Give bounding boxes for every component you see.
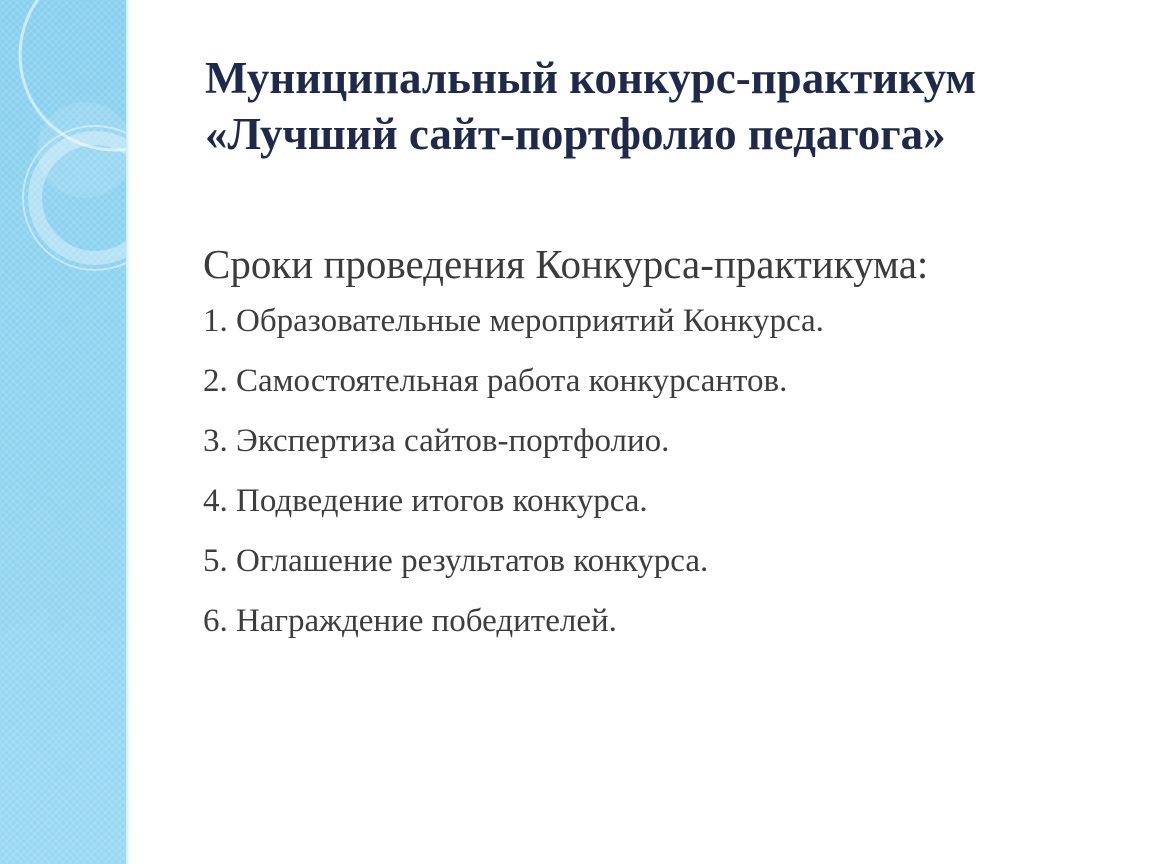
slide-subtitle: Сроки проведения Конкурса-практикума: (203, 241, 929, 287)
list-item: 6. Награждение победителей. (203, 603, 617, 639)
title-line-1: Муниципальный конкурс-практикум (205, 53, 976, 103)
schedule-list (203, 302, 1123, 662)
decor-disc (37, 102, 126, 198)
list-item: 4. Подведение итогов конкурса. (203, 483, 648, 519)
list-item: 3. Экспертиза сайтов-портфолио. (203, 423, 670, 459)
list-item: 2. Самостоятельная работа конкурсантов. (203, 363, 788, 399)
decorative-side-band (0, 0, 126, 864)
slide-content (203, 236, 1123, 662)
list-item: 1. Образовательные мероприятий Конкурса. (203, 303, 824, 339)
side-band-edge (126, 0, 130, 864)
title-line-2: «Лучший сайт-портфолио педагога» (205, 109, 946, 159)
decorative-circles (0, 0, 126, 864)
list-item: 5. Оглашение результатов конкурса. (203, 543, 709, 579)
slide-title (205, 50, 1105, 162)
